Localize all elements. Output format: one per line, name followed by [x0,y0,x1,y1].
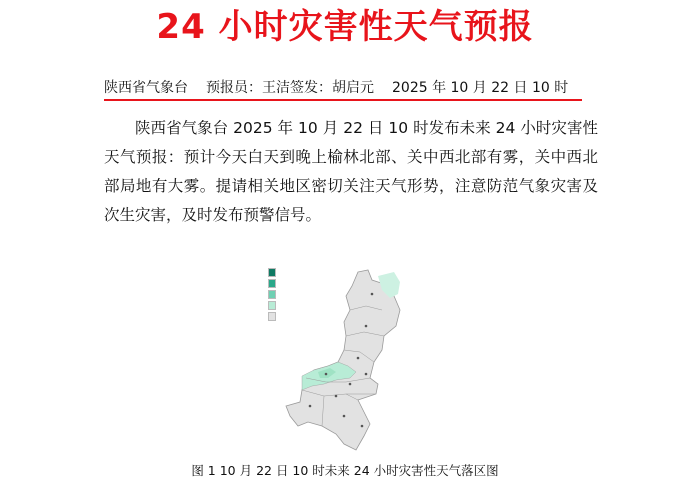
forecast-map [266,266,416,456]
legend-swatch-1 [268,268,276,277]
forecast-body [104,114,598,230]
header-divider [104,99,582,101]
province-shape [286,270,400,450]
document-meta [104,78,582,98]
legend-swatch-4 [268,301,276,310]
meta-reporter: 预报员：王洁 [206,80,290,96]
meta-org: 陕西省气象台 [104,80,188,96]
meta-issued-time: 2025 年 10 月 22 日 10 时 [392,80,569,96]
page-title: 24 小时灾害性天气预报 [156,7,534,47]
figure-caption: 图 1 10 月 22 日 10 时未来 24 小时灾害性天气落区图 [191,463,499,478]
map-legend [268,268,276,323]
shaanxi-province-outline [286,270,400,450]
legend-swatch-3 [268,290,276,299]
legend-swatch-2 [268,279,276,288]
legend-swatch-5 [268,312,276,321]
meta-signer: 签发：胡启元 [290,80,374,96]
forecast-paragraph: 陕西省气象台 2025 年 10 月 22 日 10 时发布未来 24 小时灾害性天气预报：预计今天白天到晚上榆林北部、关中西北部有雾，关中西北部局地有大雾。提请相关地区密切关注天气形势，注意防范气象灾害及次生灾害，及时发布预警信号。 [104,119,598,224]
